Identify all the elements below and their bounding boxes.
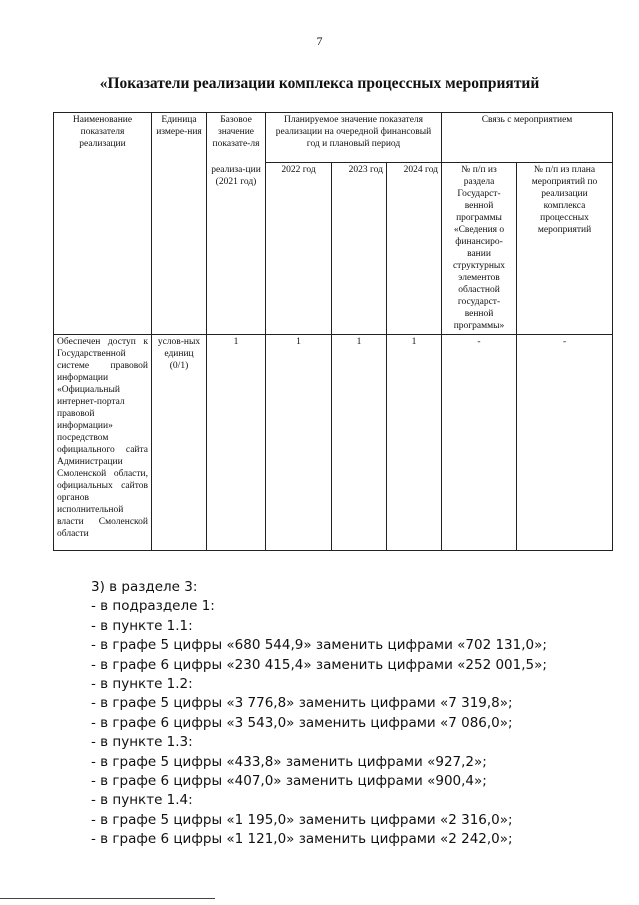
cell-name: Обеспечен доступ к Государственной системе правовой информации «Официальный интернет-портал правовой информации» посредством официального сайта Администрации Смоленской области, официальных сайтов органов исполнительной власти Смоленской области xyxy=(54,335,152,551)
header-base-top: Базовое значение показате-ля xyxy=(207,113,266,163)
page-title: «Показатели реализации комплекса процессных мероприятий xyxy=(99,75,540,92)
instruction-line: - в пункте 1.1: xyxy=(91,617,193,634)
instruction-line: 3) в разделе 3: xyxy=(91,579,198,595)
instruction-line: - в пункте 1.4: xyxy=(91,792,193,809)
cell-2023: 1 xyxy=(332,335,387,551)
instruction-line: - в графе 6 цифры «230 415,4» заменить цифрами «252 001,5»; xyxy=(91,656,547,673)
cell-link-section: - xyxy=(442,335,517,551)
cell-2024: 1 xyxy=(387,335,442,551)
instruction-line: - в графе 6 цифры «3 543,0» заменить цифрами «7 086,0»; xyxy=(91,714,513,731)
instruction-line: - в графе 5 цифры «3 776,8» заменить цифрами «7 319,8»; xyxy=(91,695,513,712)
footer-divider xyxy=(0,898,215,899)
instruction-line: - в графе 5 цифры «433,8» заменить цифрами «927,2»; xyxy=(91,753,487,770)
cell-2022: 1 xyxy=(266,335,332,551)
cell-unit: услов-ных единиц (0/1) xyxy=(152,335,207,551)
instruction-line: - в графе 5 цифры «1 195,0» заменить цифрами «2 316,0»; xyxy=(91,811,513,828)
header-name: Наименование показателя реализации xyxy=(54,113,152,335)
instruction-line: - в пункте 1.2: xyxy=(91,676,193,693)
instruction-line: - в подразделе 1: xyxy=(91,598,215,615)
table-row xyxy=(54,335,613,551)
header-year-2023: 2023 год xyxy=(332,163,387,335)
instructions-list xyxy=(91,578,621,850)
header-base-bottom: реализа-ции (2021 год) xyxy=(207,163,266,335)
header-link: Связь с мероприятием xyxy=(442,113,613,163)
cell-link-plan: - xyxy=(517,335,613,551)
header-planned: Планируемое значение показателя реализации на очередной финансовый год и плановый период xyxy=(266,113,442,163)
instruction-line: - в графе 6 цифры «1 121,0» заменить цифрами «2 242,0»; xyxy=(91,831,513,848)
page-number: 7 xyxy=(316,34,323,48)
indicators-table xyxy=(53,112,613,551)
instruction-line: - в пункте 1.3: xyxy=(91,734,193,751)
header-year-2024: 2024 год xyxy=(387,163,442,335)
instruction-line: - в графе 6 цифры «407,0» заменить цифрами «900,4»; xyxy=(91,773,487,790)
header-link-plan: № п/п из плана мероприятий по реализации комплекса процессных мероприятий xyxy=(517,163,613,335)
instruction-line: - в графе 5 цифры «680 544,9» заменить цифрами «702 131,0»; xyxy=(91,637,547,654)
header-unit: Единица измере-ния xyxy=(152,113,207,335)
header-year-2022: 2022 год xyxy=(266,163,332,335)
cell-base: 1 xyxy=(207,335,266,551)
header-link-section: № п/п из раздела Государст-венной программы «Сведения о финансиро-вании структурных элементов областной государст-венной программы» xyxy=(442,163,517,335)
